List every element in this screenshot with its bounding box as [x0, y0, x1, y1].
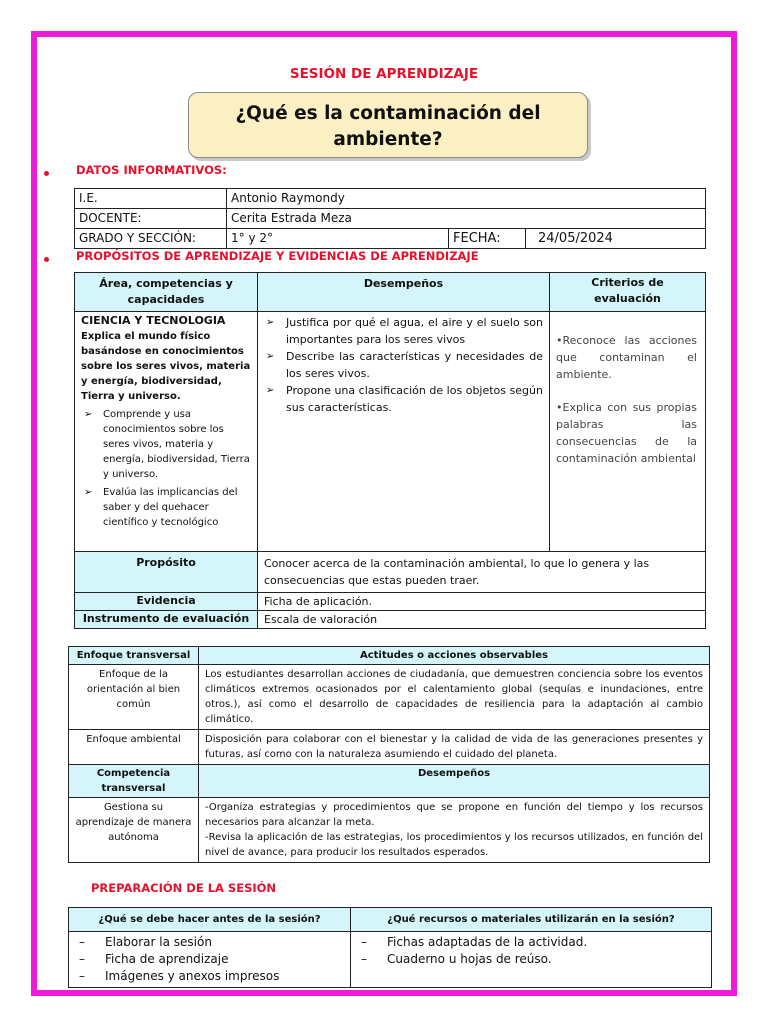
- proposito-value: Conocer acerca de la contaminación ambiental, lo que lo genera y las consecuencias que estas pueden traer.: [258, 552, 706, 593]
- ie-label: I.E.: [75, 189, 227, 209]
- datos-heading: DATOS INFORMATIVOS:: [76, 163, 227, 177]
- list-item: – Ficha de aprendizaje: [79, 952, 229, 966]
- recursos-cell: [351, 932, 712, 988]
- desempenos-cell: [258, 312, 550, 552]
- evidencia-label: Evidencia: [75, 593, 258, 611]
- bullet-icon: [44, 171, 49, 176]
- docente-value: Cerita Estrada Meza: [227, 209, 706, 229]
- table-row: [69, 730, 710, 765]
- arrow-bullet-icon: ➢: [266, 351, 275, 362]
- criterio-text: •Reconoce las acciones que contaminan el ambiente.: [556, 334, 697, 381]
- antes-cell: [69, 932, 351, 988]
- col-header-desempenos-transversal: Desempeños: [199, 765, 710, 798]
- page-title: SESIÓN DE APRENDIZAJE: [289, 66, 479, 82]
- arrow-bullet-icon: ➢: [266, 385, 275, 396]
- session-question-line-1: ¿Qué es la contaminación del: [235, 103, 541, 124]
- list-item: ➢ Propone una clasificación de los objetos según sus características.: [266, 384, 543, 414]
- table-row: [75, 209, 706, 229]
- session-question-box: [188, 92, 588, 158]
- competencia-transversal-name: Gestiona su aprendizaje de manera autónoma: [69, 798, 199, 863]
- col-header-actitudes: Actitudes o acciones observables: [199, 647, 710, 665]
- table-header-row: [69, 647, 710, 665]
- col-header-recursos: ¿Qué recursos o materiales utilizarán en la sesión?: [351, 908, 712, 932]
- list-item: – Fichas adaptadas de la actividad.: [361, 935, 588, 949]
- area-title: CIENCIA Y TECNOLOGIA: [81, 314, 226, 327]
- col-header-enfoque: Enfoque transversal: [69, 647, 199, 665]
- dash-bullet-icon: –: [79, 952, 85, 966]
- list-item: – Cuaderno u hojas de reúso.: [361, 952, 552, 966]
- table-row: [75, 312, 706, 552]
- grado-value: 1° y 2°: [227, 229, 449, 249]
- desempenos-list: [264, 314, 543, 416]
- instrumento-label: Instrumento de evaluación: [75, 611, 258, 629]
- enfoque-name: Enfoque de la orientación al bien común: [69, 665, 199, 730]
- col-header-area: Área, competencias y capacidades: [75, 273, 258, 312]
- table-header-row: [69, 908, 712, 932]
- ie-value: Antonio Raymondy: [227, 189, 706, 209]
- col-header-antes: ¿Qué se debe hacer antes de la sesión?: [69, 908, 351, 932]
- enfoque-actitud: Disposición para colaborar con el bienestar y la calidad de vida de las generaciones presentes y futuras, así como con la naturaleza asumiendo el cuidado del planeta.: [199, 730, 710, 765]
- preparacion-table: [68, 907, 712, 988]
- table-row: [75, 552, 706, 593]
- capacidad-text: Comprende y usa conocimientos sobre los seres vivos, materia y energía, biodiversidad, Tierra y universo.: [103, 409, 250, 480]
- table-row: [75, 189, 706, 209]
- table-row: [75, 593, 706, 611]
- proposito-label: Propósito: [75, 552, 258, 593]
- capacidad-item: [81, 407, 251, 482]
- table-header-row: [75, 273, 706, 312]
- enfoques-table: [68, 646, 710, 863]
- col-header-competencia: Competencia transversal: [69, 765, 199, 798]
- docente-label: DOCENTE:: [75, 209, 227, 229]
- competencia-text: Explica el mundo físico basándose en conocimientos sobre los seres vivos, materia y energía, biodiversidad, Tierra y universo.: [81, 331, 251, 402]
- table-row: [75, 229, 706, 249]
- arrow-bullet-icon: ➢: [84, 487, 93, 498]
- propositos-heading: PROPÓSITOS DE APRENDIZAJE Y EVIDENCIAS DE APRENDIZAJE: [76, 249, 479, 263]
- list-item: – Elaborar la sesión: [79, 935, 212, 949]
- list-item: ➢ Justifica por qué el agua, el aire y el suelo son importantes para los seres vivos: [266, 316, 543, 346]
- col-header-desempenos: Desempeños: [258, 273, 550, 312]
- desempeno-text: -Revisa la aplicación de las estrategias, los procedimientos y los recursos utilizados, en función del nivel de avance, para producir los resultados esperados.: [205, 832, 703, 858]
- dash-bullet-icon: –: [79, 935, 85, 949]
- list-item: – Imágenes y anexos impresos: [79, 969, 280, 983]
- col-header-criterios: Criterios de evaluación: [550, 273, 706, 312]
- arrow-bullet-icon: ➢: [266, 317, 275, 328]
- table-row: [75, 611, 706, 629]
- dash-bullet-icon: –: [361, 935, 367, 949]
- session-question-line-2: ambiente?: [333, 129, 443, 150]
- criterios-cell: [550, 312, 706, 552]
- arrow-bullet-icon: ➢: [84, 409, 93, 420]
- fecha-value: 24/05/2024: [526, 229, 706, 249]
- table-header-row: [69, 765, 710, 798]
- area-cell: [75, 312, 258, 552]
- table-row: [69, 932, 712, 988]
- capacidad-item: [81, 485, 251, 530]
- table-row: [69, 798, 710, 863]
- enfoque-actitud: Los estudiantes desarrollan acciones de ciudadanía, que demuestren conciencia sobre los eventos climáticos extremos ocasionados por el calentamiento global (sequías e inundaciones, entre otros.), así como el desarrollo de capacidades de resiliencia para la adaptación al cambio climático.: [199, 665, 710, 730]
- datos-table: [74, 188, 706, 249]
- criterio-text: •Explica con sus propias palabras las consecuencias de la contaminación ambiental: [556, 401, 697, 465]
- bullet-icon: [44, 257, 49, 262]
- dash-bullet-icon: –: [79, 969, 85, 983]
- dash-bullet-icon: –: [361, 952, 367, 966]
- propositos-table: [74, 272, 706, 629]
- table-row: [69, 665, 710, 730]
- desempeno-text: -Organiza estrategias y procedimientos que se propone en función del tiempo y los recursos necesarios para alcanzar la meta.: [205, 802, 703, 828]
- instrumento-value: Escala de valoración: [258, 611, 706, 629]
- enfoque-name: Enfoque ambiental: [69, 730, 199, 765]
- competencia-desempenos: [199, 798, 710, 863]
- fecha-label: FECHA:: [449, 229, 526, 249]
- evidencia-value: Ficha de aplicación.: [258, 593, 706, 611]
- preparacion-heading: PREPARACIÓN DE LA SESIÓN: [91, 881, 277, 895]
- grado-label: GRADO Y SECCIÓN:: [75, 229, 227, 249]
- capacidad-text: Evalúa las implicancias del saber y del quehacer científico y tecnológico: [103, 487, 238, 528]
- list-item: ➢ Describe las características y necesidades de los seres vivos.: [266, 350, 543, 380]
